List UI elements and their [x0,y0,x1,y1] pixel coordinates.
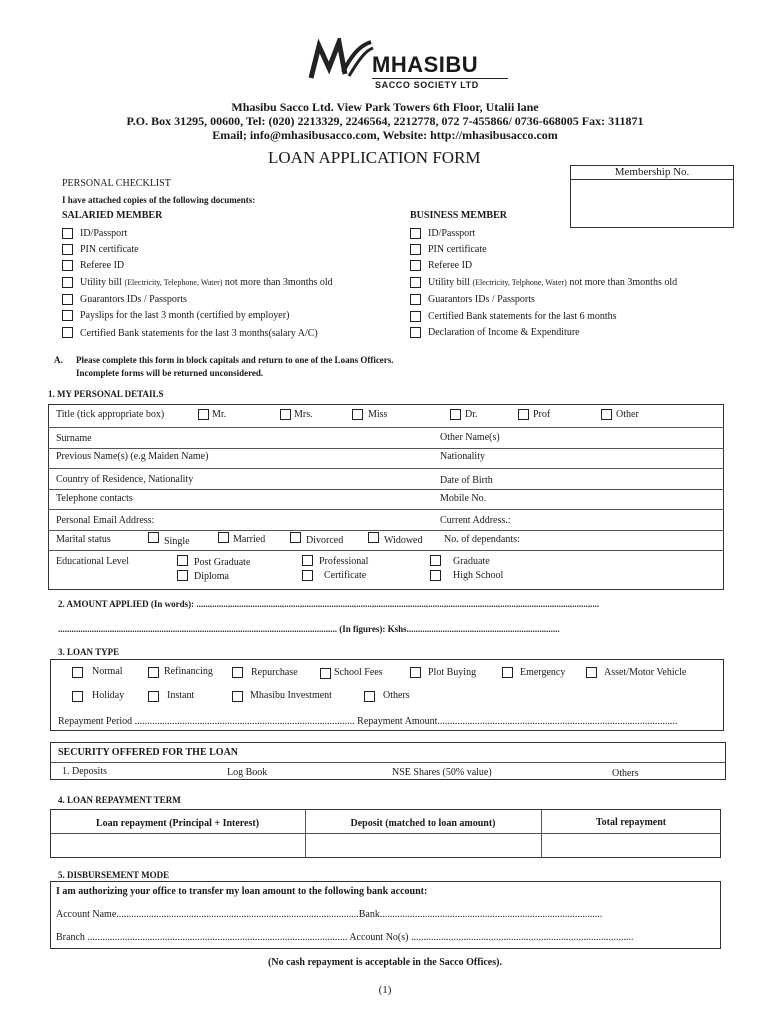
loan-repayment-input[interactable] [52,835,304,856]
checkbox-loan-instant[interactable] [148,691,159,702]
section5-title: 5. DISBURSEMENT MODE [58,870,170,880]
marital-option: Married [233,534,266,545]
checkbox-loan-repurchase[interactable] [232,667,243,678]
list-item: Guarantors IDs / Passports [428,294,535,305]
loan-type-option: Repurchase [251,667,298,678]
education-option: Certificate [324,570,367,581]
education-option: Post Graduate [194,557,251,568]
address-line-2: P.O. Box 31295, 00600, Tel: (020) 2213329, 2246564, 2212778, 072 7-455866/ 0736-668005 Fax: 311871 [126,114,644,128]
amount-words-field[interactable]: 2. AMOUNT APPLIED (In words): ................................................................................................................................................................................... [58,599,600,609]
security-title: SECURITY OFFERED FOR THE LOAN [58,747,239,758]
authorize-text: I am authorizing your office to transfer my loan amount to the following bank account: [56,886,428,897]
checkbox-loan-others[interactable] [364,691,375,702]
mobile-label: Mobile No. [440,493,487,504]
title-option: Dr. [465,409,478,420]
list-item: Declaration of Income & Expenditure [428,327,580,338]
checkbox-salaried-pin[interactable] [62,244,73,255]
list-item: ID/Passport [80,228,128,239]
loan-type-option: School Fees [334,667,383,678]
table-header: Deposit (matched to loan amount) [350,818,496,829]
checkbox-marital-widowed[interactable] [368,532,379,543]
security-option[interactable]: Log Book [227,767,268,778]
surname-label: Surname [56,433,92,444]
title-option: Prof [533,409,551,420]
education-option: Graduate [453,556,490,567]
checkbox-salaried-payslips[interactable] [62,310,73,321]
deposit-input[interactable] [307,835,540,856]
email-label: Personal Email Address: [56,515,155,526]
instruction-line-1: Please complete this form in block capitals and return to one of the Loans Officers. [76,355,394,365]
checkbox-title-prof[interactable] [518,409,529,420]
list-item: Guarantors IDs / Passports [80,294,187,305]
checkbox-loan-emergency[interactable] [502,667,513,678]
checkbox-marital-divorced[interactable] [290,532,301,543]
loan-type-option: Asset/Motor Vehicle [604,667,687,678]
checkbox-title-other[interactable] [601,409,612,420]
loan-type-option: Refinancing [164,666,213,677]
list-item: PIN certificate [80,244,139,255]
instruction-label: A. [54,355,63,365]
marital-option: Divorced [306,535,344,546]
education-label: Educational Level [56,556,130,567]
checkbox-business-guarantors[interactable] [410,294,421,305]
membership-box[interactable] [570,165,734,228]
security-option[interactable]: NSE Shares (50% value) [392,767,492,778]
loan-type-option: Mhasibu Investment [250,690,332,701]
checkbox-business-utility[interactable] [410,277,421,288]
total-repayment-input[interactable] [543,835,720,856]
address-line-1: Mhasibu Sacco Ltd. View Park Towers 6th Floor, Utalii lane [231,100,539,114]
checkbox-title-dr[interactable] [450,409,461,420]
section4-title: 4. LOAN REPAYMENT TERM [58,795,181,805]
checkbox-marital-single[interactable] [148,532,159,543]
checkbox-loan-normal[interactable] [72,667,83,678]
current-address-label: Current Address.: [440,515,511,526]
title-option: Miss [368,409,388,420]
checkbox-loan-holiday[interactable] [72,691,83,702]
checkbox-edu-certificate[interactable] [302,570,313,581]
nationality-label: Nationality [440,451,485,462]
form-title: LOAN APPLICATION FORM [268,148,481,167]
country-label: Country of Residence, Nationality [56,474,194,485]
checkbox-loan-asset[interactable] [586,667,597,678]
list-item: PIN certificate [428,244,487,255]
list-item: Certified Bank statements for the last 3 months(salary A/C) [80,328,318,339]
title-option: Mr. [212,409,227,420]
membership-label: Membership No. [571,166,733,180]
dob-label: Date of Birth [440,475,493,486]
personal-details-box [48,404,724,590]
section3-title: 3. LOAN TYPE [58,647,120,657]
other-names-label: Other Name(s) [440,432,500,443]
checkbox-title-mrs[interactable] [280,409,291,420]
checkbox-edu-highschool[interactable] [430,570,441,581]
repayment-period-field[interactable]: Repayment Period ........................................................................................ Repayment Amount................................................................................................ [58,716,678,727]
security-option[interactable]: 1. Deposits [62,766,107,777]
logo-mark-icon [305,38,375,82]
loan-type-option: Emergency [520,667,566,678]
checkbox-title-mr[interactable] [198,409,209,420]
table-header: Loan repayment (Principal + Interest) [95,818,260,829]
checkbox-edu-professional[interactable] [302,555,313,566]
telephone-label: Telephone contacts [56,493,133,504]
account-name-field[interactable]: Account Name.................................................................................................Bank......................................................................................... [56,909,603,920]
previous-names-label: Previous Name(s) (e.g Maiden Name) [56,451,209,462]
logo-main-text: MHASIBU [372,52,479,77]
list-item: Utility bill (Electricity, Telphone, Water) not more than 3months old [428,277,678,288]
marital-option: Single [164,536,190,547]
checkbox-business-declaration[interactable] [410,327,421,338]
loan-type-option: Normal [92,666,123,677]
checkbox-salaried-id[interactable] [62,228,73,239]
title-label: Title (tick appropriate box) [56,409,165,420]
marital-label: Marital status [56,534,111,545]
checklist-title: PERSONAL CHECKLIST [62,178,171,189]
loan-type-option: Holiday [92,690,125,701]
education-option: Professional [319,556,369,567]
checkbox-title-miss[interactable] [352,409,363,420]
amount-figures-field[interactable]: ............................................................................................................................ (In figures): Kshs.................................................................... [58,624,560,634]
checkbox-salaried-utility[interactable] [62,277,73,288]
list-item: Certified Bank statements for the last 6 months [428,311,617,322]
list-item: Payslips for the last 3 month (certified by employer) [80,310,290,321]
checkbox-business-id[interactable] [410,228,421,239]
checkbox-business-pin[interactable] [410,244,421,255]
checkbox-salaried-guarantors[interactable] [62,294,73,305]
title-option: Other [616,409,639,420]
checkbox-salaried-referee[interactable] [62,260,73,271]
loan-type-option: Others [383,690,410,701]
list-item: Referee ID [428,260,473,271]
table-header: Total repayment [595,817,667,828]
list-item: Referee ID [80,260,125,271]
branch-field[interactable]: Branch ........................................................................................................ Account No(s) ......................................................................................... [56,932,634,943]
checkbox-salaried-bank[interactable] [62,327,73,338]
dependants-label: No. of dependants: [444,534,520,545]
business-title: BUSINESS MEMBER [410,210,507,221]
page-number: (1) [378,984,392,996]
checkbox-loan-schoolfees[interactable] [320,668,331,679]
checkbox-business-bank[interactable] [410,311,421,322]
list-item: ID/Passport [428,228,476,239]
education-option: Diploma [194,571,229,582]
loan-type-option: Instant [167,690,195,701]
address-line-3: Email; info@mhasibusacco.com, Website: http://mhasibusacco.com [212,128,558,142]
checkbox-business-referee[interactable] [410,260,421,271]
checkbox-loan-investment[interactable] [232,691,243,702]
section1-title: 1. MY PERSONAL DETAILS [48,389,164,399]
education-option: High School [453,570,504,581]
security-option[interactable]: Others [612,768,639,779]
salaried-title: SALARIED MEMBER [62,210,163,221]
title-option: Mrs. [294,409,313,420]
checkbox-marital-married[interactable] [218,532,229,543]
checklist-subtitle: I have attached copies of the following documents: [62,195,256,205]
logo-sub-text: SACCO SOCIETY LTD [375,80,479,90]
checkbox-loan-refinancing[interactable] [148,667,159,678]
checkbox-loan-plotbuying[interactable] [410,667,421,678]
instruction-line-2: Incomplete forms will be returned unconsidered. [76,368,264,378]
list-item: Utility bill (Electricity, Telephone, Water) not more than 3months old [80,277,333,288]
checkbox-edu-postgrad[interactable] [177,555,188,566]
no-cash-note: (No cash repayment is acceptable in the Sacco Offices). [268,957,502,968]
checkbox-edu-graduate[interactable] [430,555,441,566]
marital-option: Widowed [384,535,423,546]
checkbox-edu-diploma[interactable] [177,570,188,581]
loan-type-option: Plot Buying [428,667,477,678]
